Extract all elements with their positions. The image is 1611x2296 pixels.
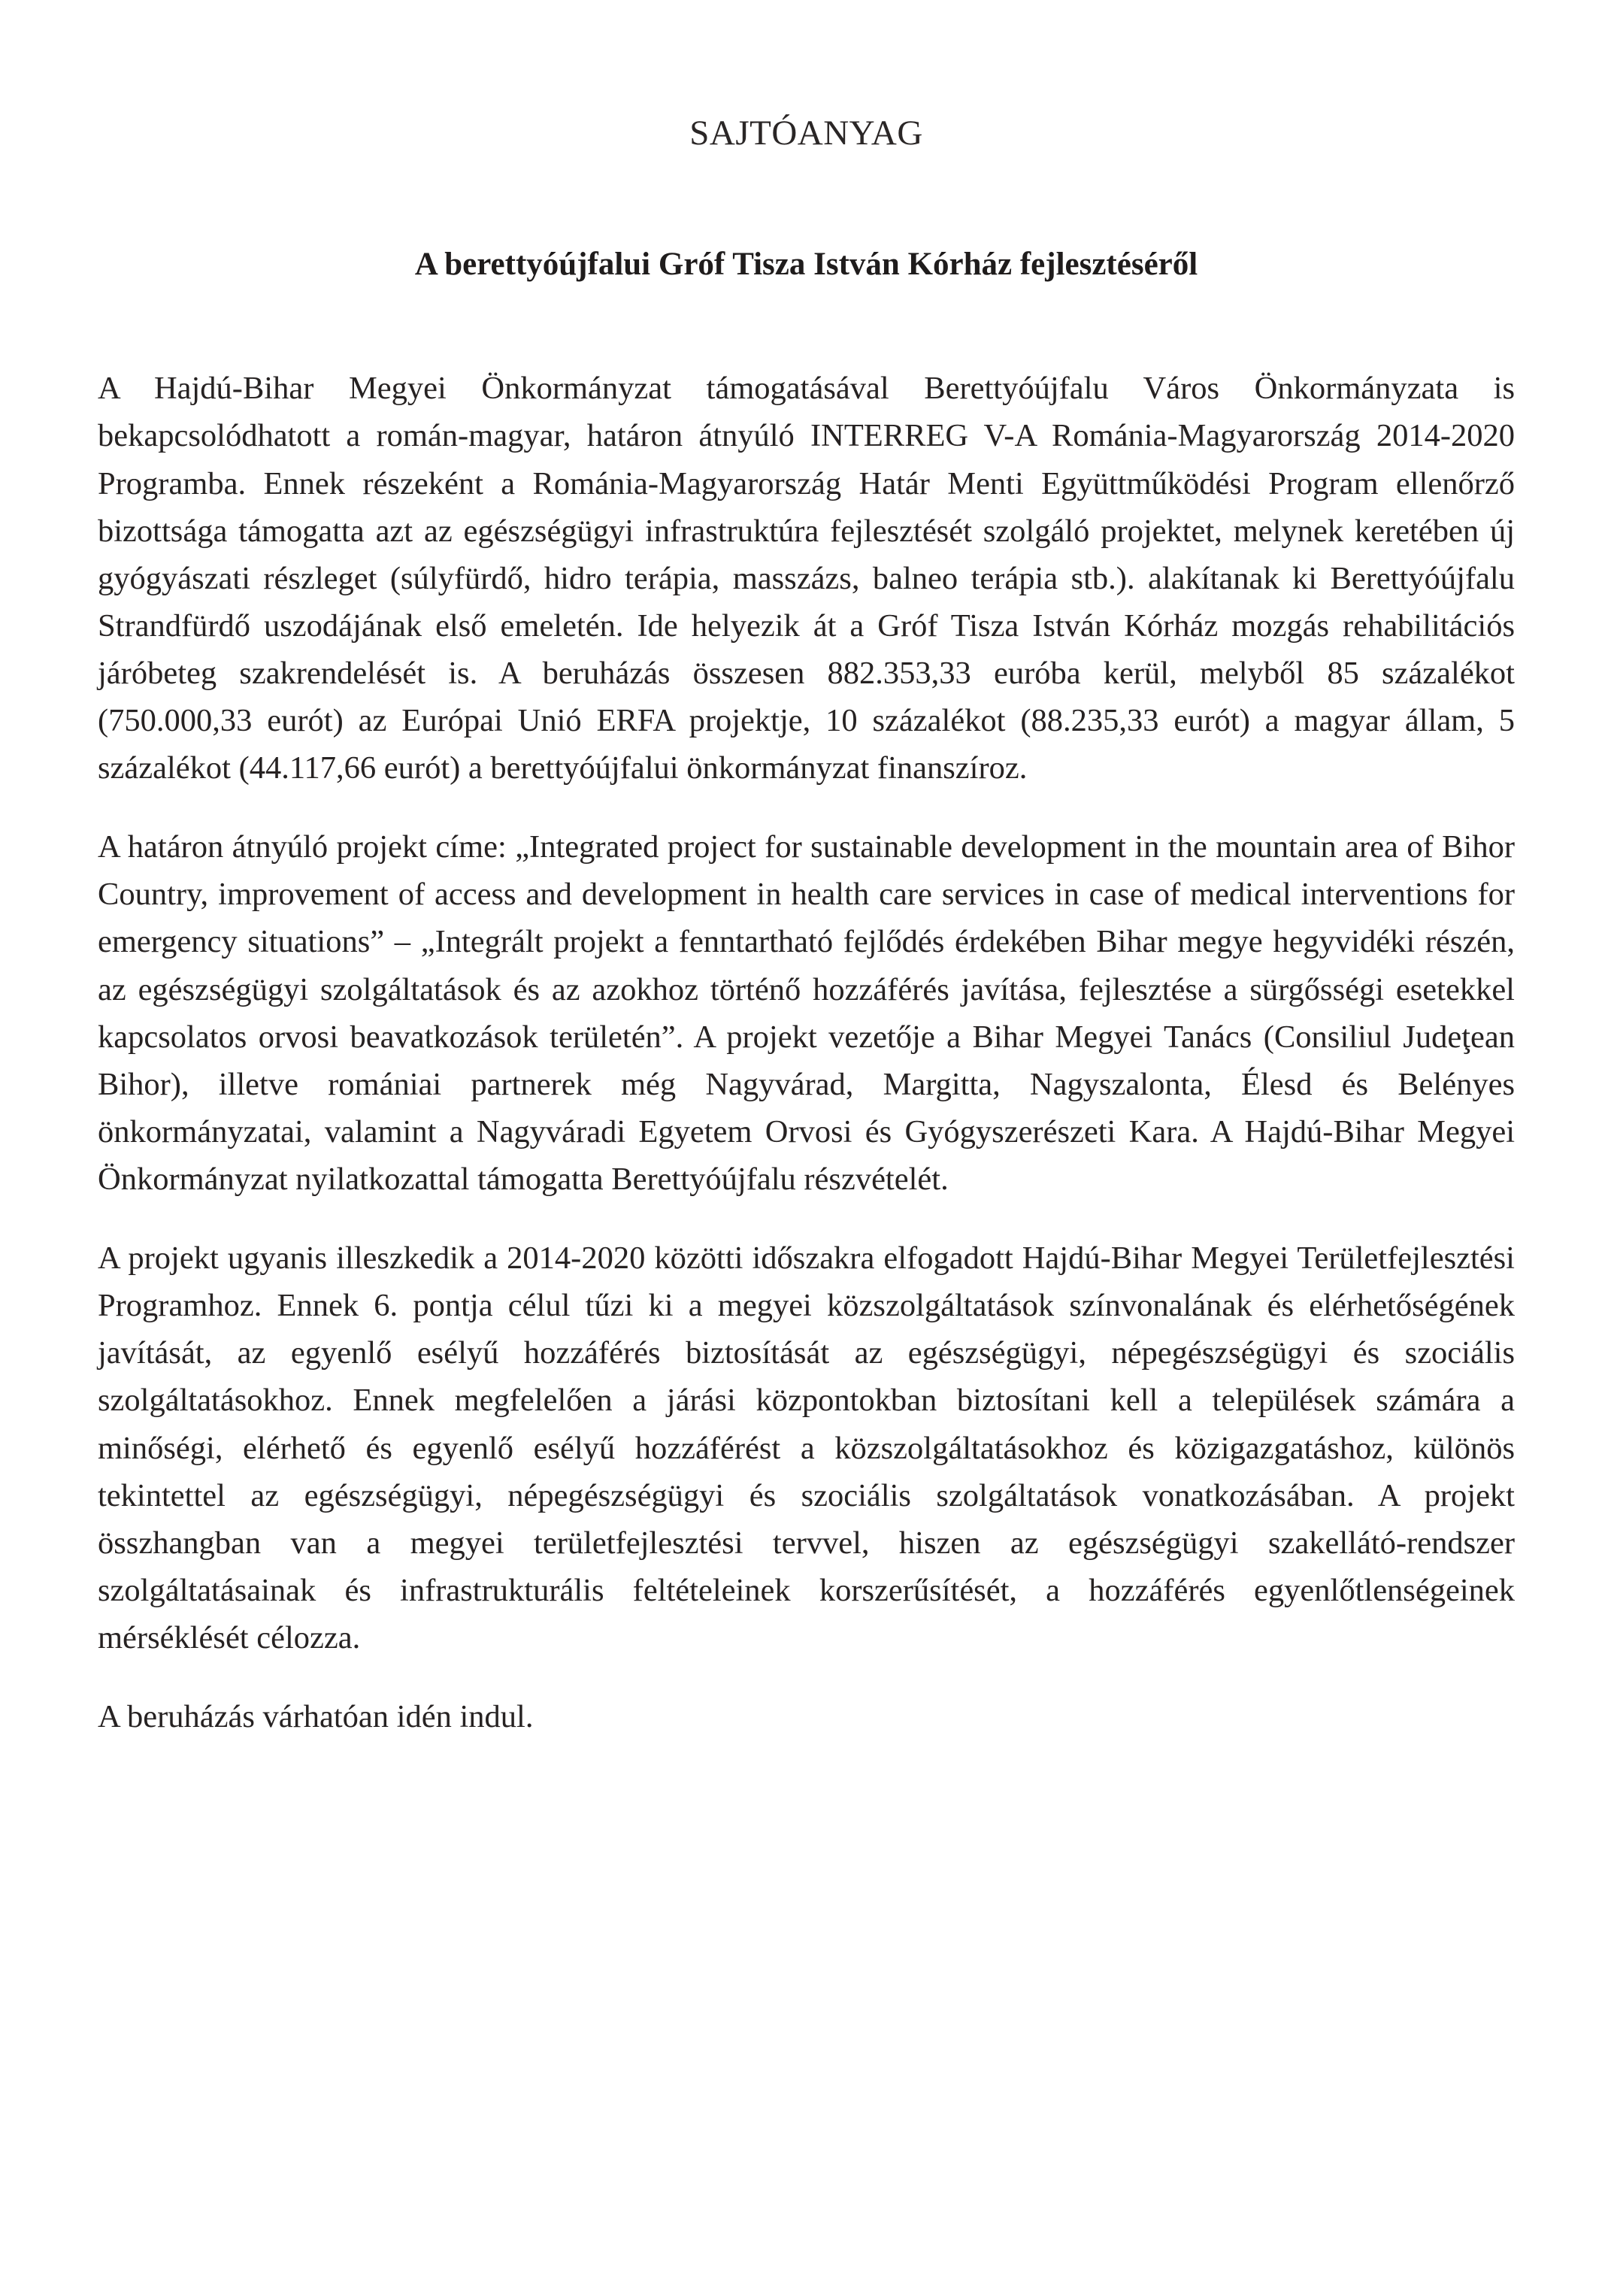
paragraph-3: A projekt ugyanis illeszkedik a 2014-2020 közötti időszakra elfogadott Hajdú-Bihar Megyei Területfejlesztési Programhoz. Ennek 6. pontja célul tűzi ki a megyei közszolgáltatások színvonalának és elérhetőségének javítását, az egyenlő esélyű hozzáférés biztosítását az egészségügyi, népegészségügyi és szociális szolgáltatásokhoz. Ennek megfelelően a járási központokban biztosítani kell a települések számára a minőségi, elérhető és egyenlő esélyű hozzáférést a közszolgáltatásokhoz és közigazgatáshoz, különös tekintettel az egészségügyi, népegészségügyi és szociális szolgáltatások vonatkozásában. A projekt összhangban van a megyei területfejlesztési tervvel, hiszen az egészségügyi szakellátó-rendszer szolgáltatásainak és infrastrukturális feltételeinek korszerűsítését, a hozzáférés egyenlőtlenségeinek mérséklését célozza. [98, 1240, 1515, 1656]
body-text [98, 283, 1515, 1740]
document-content [98, 0, 1515, 1740]
paragraph-1: A Hajdú-Bihar Megyei Önkormányzat támogatásával Berettyóújfalu Város Önkormányzata is bekapcsolódhatott a román-magyar, határon átnyúló INTERREG V-A Románia-Magyarország 2014-2020 Programba. Ennek részeként a Románia-Magyarország Határ Menti Együttműködési Program ellenőrző bizottsága támogatta azt az egészségügyi infrastruktúra fejlesztését szolgáló projektet, melynek keretében új gyógyászati részleget (súlyfürdő, hidro terápia, masszázs, balneo terápia stb.). alakítanak ki Berettyóújfalu Strandfürdő uszodájának első emeletén. Ide helyezik át a Gróf Tisza István Kórház mozgás rehabilitációs járóbeteg szakrendelését is. A beruházás összesen 882.353,33 euróba kerül, melyből 85 százalékot (750.000,33 eurót) az Európai Unió ERFA projektje, 10 százalékot (88.235,33 eurót) a magyar állam, 5 százalékot (44.117,66 eurót) a berettyóújfalui önkormányzat finanszíroz. [98, 371, 1515, 786]
document-subtitle: A berettyóújfalui Gróf Tisza István Kórház fejlesztéséről [414, 246, 1198, 282]
paragraph-2: A határon átnyúló projekt címe: „Integrated project for sustainable development in the mountain area of Bihor Country, improvement of access and development in health care services in case of medical interventions for emergency situations” – „Integrált projekt a fenntartható fejlődés érdekében Bihar megye hegyvidéki részén, az egészségügyi szolgáltatások és az azokhoz történő hozzáférés javítása, fejlesztése a sürgősségi esetekkel kapcsolatos orvosi beavatkozások területén”. A projekt vezetője a Bihar Megyei Tanács (Consiliul Judeţean Bihor), illetve romániai partnerek még Nagyvárad, Margitta, Nagyszalonta, Élesd és Belényes önkormányzatai, valamint a Nagyváradi Egyetem Orvosi és Gyógyszerészeti Kara. A Hajdú-Bihar Megyei Önkormányzat nyilatkozattal támogatta Berettyóújfalu részvételét. [98, 829, 1515, 1198]
paragraph-4: A beruházás várhatóan idén indul. [98, 1699, 534, 1735]
page-title: SAJTÓANYAG [689, 114, 923, 153]
